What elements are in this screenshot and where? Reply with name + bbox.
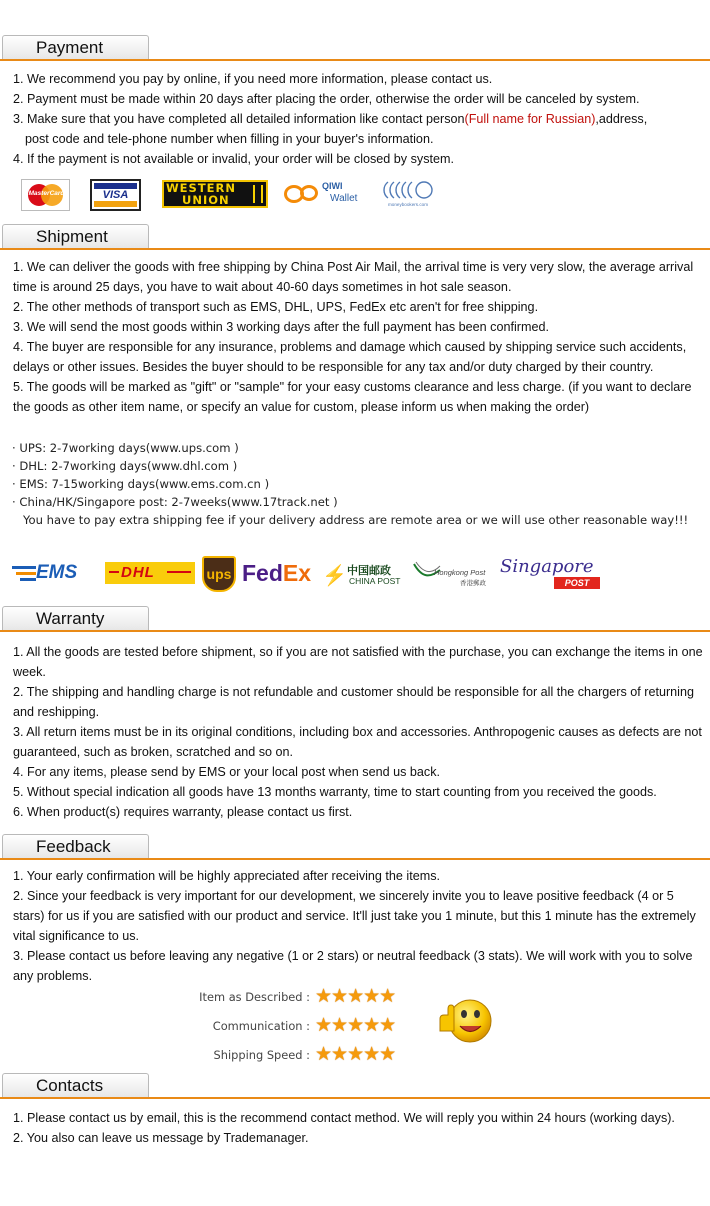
mastercard-logo: MasterCard	[21, 179, 70, 211]
feedback-title: Feedback	[36, 837, 111, 856]
warranty-line-2: 2. The shipping and handling charge is not refundable and customer should be responsible for all the chargers of returning and reshipping.	[13, 685, 694, 719]
shipment-title: Shipment	[36, 227, 108, 246]
payment-title: Payment	[36, 38, 104, 57]
warranty-line-1: 1. All the goods are tested before shipment, so if you are not satisfied with the purchase, you can exchange the items in one week.	[13, 645, 703, 679]
contacts-title: Contacts	[36, 1076, 104, 1095]
carrier-ems: · EMS: 7-15working days(www.ems.com.cn )	[12, 477, 270, 491]
rating-stars-communication: ★★★★★	[315, 1014, 396, 1036]
payment-text	[13, 69, 703, 169]
carrier-ups: · UPS: 2-7working days(www.ups.com )	[12, 441, 239, 455]
shipment-line-1: 1. We can deliver the goods with free shipping by China Post Air Mail, the arrival time is very very slow, the average arrival time is around 25 days, you have to wait about 40-60 days sometimes in hot sale season.	[13, 260, 694, 294]
feedback-header	[0, 834, 710, 860]
rating-label-item-described: Item as Described :	[199, 990, 310, 1004]
thumbs-up-smiley-icon	[436, 997, 496, 1047]
feedback-line-1: 1. Your early confirmation will be highly appreciated after receiving the items.	[13, 869, 441, 883]
carrier-post: · China/HK/Singapore post: 2-7weeks(www.17track.net )	[12, 495, 338, 509]
qiwi-wallet-logo: QIWI Wallet	[284, 180, 364, 208]
contacts-divider	[0, 1097, 710, 1099]
feedback-divider	[0, 858, 710, 860]
visa-logo: VISA	[90, 179, 141, 211]
shipping-note: You have to pay extra shipping fee if your delivery address are remote area or we will use other reasonable way!!!	[23, 513, 689, 527]
payment-divider	[0, 59, 710, 61]
moneybookers-logo: moneybookers.com	[376, 180, 440, 210]
china-post-logo: ⚡ 中国邮政 CHINA POST	[322, 564, 401, 587]
western-union-logo: WESTERN UNION	[162, 180, 268, 208]
rating-label-shipping-speed: Shipping Speed :	[213, 1048, 310, 1062]
dhl-logo: DHL	[105, 562, 195, 584]
warranty-header	[0, 606, 710, 632]
carrier-dhl: · DHL: 2-7working days(www.dhl.com )	[12, 459, 238, 473]
warranty-line-5: 5. Without special indication all goods have 13 months warranty, time to start counting from you received the goods.	[13, 785, 657, 799]
fedex-logo: FedEx	[242, 560, 312, 586]
carrier-list	[12, 439, 710, 529]
rating-stars-item-described: ★★★★★	[315, 985, 396, 1007]
ems-logo: EMS	[12, 562, 100, 586]
feedback-line-3: 3. Please contact us before leaving any negative (1 or 2 stars) or neutral feedback (3 stats). We will work with you to solve any problems.	[13, 949, 693, 983]
shipment-text	[13, 257, 703, 417]
warranty-divider	[0, 630, 710, 632]
contacts-header	[0, 1073, 710, 1099]
warranty-line-6: 6. When product(s) requires warranty, please contact us first.	[13, 805, 353, 819]
shipment-line-4: 4. The buyer are responsible for any insurance, problems and damage which caused by shipping service such accidents, delays or other issues. Besides the buyer should to be responsible for any tax and/or duty charged by their country.	[13, 340, 687, 374]
moneybookers-waves-icon	[376, 180, 440, 202]
feedback-line-2: 2. Since your feedback is very important for our development, we sincerely invite you to leave positive feedback (4 or 5 stars) for us if you are satisfied with our product and service. It'll just take you 1 minute, but this 1 minute has the extremely vital significance to us.	[13, 889, 696, 943]
payment-line-4: 4. If the payment is not available or invalid, your order will be closed by system.	[13, 152, 454, 166]
ups-logo: ups	[202, 556, 236, 592]
payment-header	[0, 35, 710, 61]
contacts-line-1: 1. Please contact us by email, this is the recommend contact method. We will reply you within 24 hours (working days).	[13, 1111, 675, 1125]
shipment-line-5: 5. The goods will be marked as "gift" or "sample" for your easy customs clearance and less charge. (if you want to declare the goods as other item name, or specify an value for custom, please inform us when making the order)	[13, 380, 692, 414]
feedback-text	[13, 866, 703, 986]
warranty-line-3: 3. All return items must be in its original conditions, including box and accessories. Anthropogenic causes as defects are not guaranteed, such as broken, scratched and so on.	[13, 725, 702, 759]
shipment-divider	[0, 248, 710, 250]
warranty-line-4: 4. For any items, please send by EMS or your local post when send us back.	[13, 765, 441, 779]
contacts-line-2: 2. You also can leave us message by Trademanager.	[13, 1131, 309, 1145]
warranty-title: Warranty	[36, 609, 105, 628]
payment-line-3: 3. Make sure that you have completed all detailed information like contact person(Full name for Russian),address,	[13, 112, 648, 126]
shipment-line-2: 2. The other methods of transport such as EMS, DHL, UPS, FedEx etc aren't for free shipping.	[13, 300, 539, 314]
payment-line-3b: post code and tele-phone number when filling in your buyer's information.	[25, 132, 434, 146]
rating-stars-shipping-speed: ★★★★★	[315, 1043, 396, 1065]
contacts-text	[13, 1108, 703, 1148]
shipment-line-3: 3. We will send the most goods within 3 working days after the full payment has been confirmed.	[13, 320, 549, 334]
singapore-post-logo: Singapore POST	[498, 556, 606, 592]
shipment-header	[0, 224, 710, 250]
warranty-text	[13, 642, 703, 822]
payment-line-1: 1. We recommend you pay by online, if you need more information, please contact us.	[13, 72, 493, 86]
rating-label-communication: Communication :	[212, 1019, 310, 1033]
payment-line-2: 2. Payment must be made within 20 days after placing the order, otherwise the order will be canceled by system.	[13, 92, 640, 106]
hongkong-post-logo: Hongkong Post 香港郵政	[412, 560, 496, 590]
